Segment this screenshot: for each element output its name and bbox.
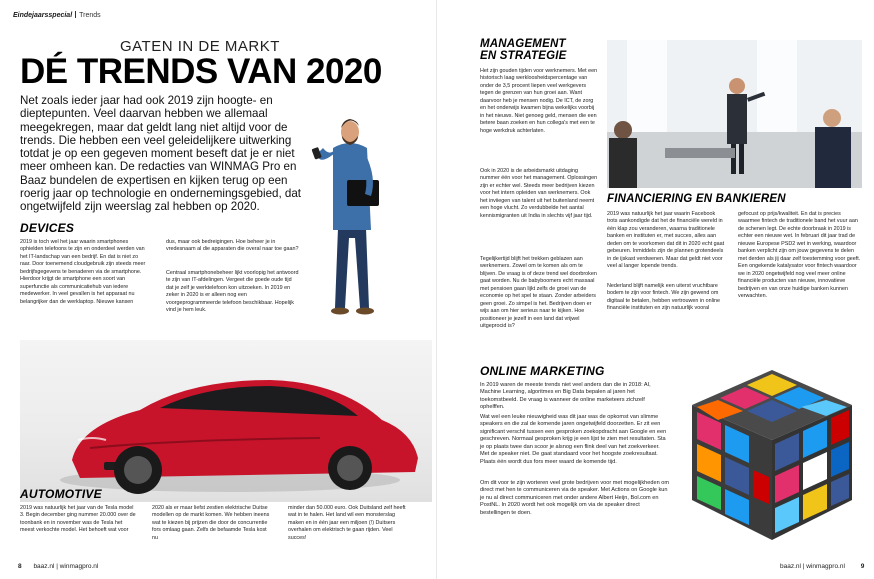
online-p2: Om dit voor te zijn worteren veel grote bedrijven voor met mogelijkheden om direct met hen te communiceren via de speaker. Met Actions on Google kun je nu al direct communiceren met onder andere Albert Heijn, Bol.com en PostNL. In 2020 wordt het ook mogelijk om via de speaker direct bestellingen te doen. xyxy=(480,480,670,516)
left-folio xyxy=(18,563,98,570)
left-footer-sites: baaz.nl | winmagpro.nl xyxy=(33,563,99,570)
tesla-car xyxy=(20,340,432,502)
financiering-col2: gefocust op prijs/kwaliteit. En dat is precies waarmee fintech de traditionele band het vuur aan de schenen legt. De echte doorbraak in 2019 is echter een nieuwe wet. In februari dit jaar trad de nieuwe Europese PSD2 wet in werking, waardoor banken verplicht zijn om jouw gegevens te delen met derden als jij daar zelf toestemming voor geeft. Een ongekende katalysator voor fintech waardoor we in 2020 ongetwijfeld nog veel meer online financiële producten van nieuwe, innovatieve bedrijven en van onze huidige banken kunnen verwachten. xyxy=(738,211,861,299)
meeting-scene xyxy=(607,40,862,188)
header-section: Trends xyxy=(79,12,101,19)
header-special: Eindejaarsspecial xyxy=(13,12,73,19)
automotive-col3: minder dan 50.000 euro. Ook Duitsland zelf heeft wat in te halen. Het land wil een monsterslag maken en in één jaar een miljoen (!) Duitsers overhalen om elektrisch te gaan rijden. Veel succes! xyxy=(288,505,406,541)
automotive-heading: AUTOMOTIVE xyxy=(20,487,102,501)
right-folio xyxy=(780,563,864,570)
online-p1: Wat wel een leuke nieuwigheid was dit jaar was de opkomst van slimme speakers en die zal de komende jaren ongetwijfeld doorzetten. Er zit een significant verschil tussen een gesproken zoekopdracht aan Google en een geschreven. Normaal gesproken krijg je een lijst te zien met resultaten. Sta je op plaats twee dan scoor je alsnog een flink deel van het zoekverkeer. Met de speaker niet. De gaat standaard voor het hoogste zoekresultaat. Plaats één wordt dus fors meer waard de komende tijd. xyxy=(480,414,667,465)
running-header xyxy=(13,11,101,19)
devices-col1: 2019 is toch wel het jaar waarin smartphones ophielden telefoons te zijn en onderdeel werden van het IT-landschap van een bedrijf. En dat is niet zo raar. Door toenemend cloudgebruik zijn steeds meer bedrijfsgegevens te benaderen via de smartphone. Hierdoor krijgt de smartphone een soort van superfunctie als communicatiehub van iedere medewerker. In veel gevallen is het apparaat nu belangrijker dan de werklaptop. Nieuwe kansen xyxy=(20,239,146,305)
devices-col2b: Centraal smartphonebeheer lijkt voorlopig het antwoord te zijn van IT-afdelingen. Vergeet die goede oude tijd dat je zelf je werktelefoon kon uitzoeken. In 2019 en zeker in 2020 is er alleen nog een voorgeprogrammeerde telefoon beschikbaar. Hopelijk vind je hem leuk. xyxy=(166,270,299,314)
right-page-number: 9 xyxy=(860,563,865,570)
meeting-photo xyxy=(607,40,862,188)
businessman-photo xyxy=(305,108,395,323)
tesla-photo xyxy=(20,340,432,502)
financiering-heading: FINANCIERING EN BANKIEREN xyxy=(607,193,786,205)
financiering-col1b: Nederland blijft namelijk een uiterst vruchtbare bodem te zijn voor fintech. We zijn gewend om digitaal te betalen, hebben vertrouwen in online financiële instituten en zijn natuurlijk vooral xyxy=(607,283,720,312)
management-p3: Tegelijkertijd blijft het trekken geblazen aan werknemers. Zowel om te komen als om te blijven. De vraag is of deze trend wel doorbroken gaat worden. Nu de babyboomers echt massaal met pensioen gaan lijkt zelfs de groei van de economie op het spel te staan. Zonder arbeiders geen groei. Zo simpel is het. Bedrijven doen er wijs aan om hier serieus naar te kijken. Hoe positioneer je jezelf in een land dat vrijwel uitgeprocid is? xyxy=(480,256,597,330)
article-kicker: GATEN IN DE MARKT xyxy=(120,38,280,55)
management-heading xyxy=(480,38,567,62)
right-footer-sites: baaz.nl | winmagpro.nl xyxy=(780,563,845,570)
social-media-cube xyxy=(677,360,867,550)
online-marketing-heading: ONLINE MARKETING xyxy=(480,364,605,378)
article-intro: Net zoals ieder jaar had ook 2019 zijn hoogte- en dieptepunten. Veel daarvan hebben we allemaal meegekregen, maar dat geldt lang niet altijd voor de trends. Die hebben een veel geleidelijkere uitwerking totdat je op een gegeven moment beseft dat je er niet meer omheen kan. De redacties van WINMAG Pro en Baaz bundelen de expertisen en kijken terug op een roerig jaar op technologie en ondernemingsgebied, dat ongetwijfeld zijn weerslag zal hebben op 2020. xyxy=(20,94,302,214)
financiering-col1a: 2019 was natuurlijk het jaar waarin Facebook trots aankondigde dat het de financiële wereld in één klap zou veranderen, waarna traditionele banken en instituten er, met succes, alles aan deden om te voorkomen dat dit in 2020 echt gaat gebeuren. Inmiddels zijn de plannen grotendeels in de ijskast verdwenen. Maar dat geldt niet voor veel al langer lopende trends. xyxy=(607,211,725,270)
header-divider xyxy=(75,11,76,18)
management-p1: Het zijn gouden tijden voor werknemers. Met een historisch laag werkloosheidspercentage van onder de 3,5 procent liepen veel werkgevers tegen de grenzen van hun groei aan. Want daarvoor heb je mensen nodig. De ICT, de zorg en het onderwijs kwamen bijna wekelijks voorbij in het nieuws. Niet genoeg geld, mensen die een betere baan zoeken en hun collega's met een te hoge werkdruk achterlaten. xyxy=(480,68,598,134)
automotive-col2: 2020 als er maar liefst zestien elektrische Duitse modellen op de markt komen. We hebben ineens wat te kiezen bij prijzen die door de concurrentie fors omlaag gaan. Zelfs de befaamde Tesla kost nu xyxy=(152,505,270,541)
management-p2: Ook in 2020 is de arbeidsmarkt uitdaging nummer één voor het management. Oplossingen zijn er echter wel. Steeds meer bedrijven kiezen voor het intern opleiden van werknemers. Ook het inviiegen van talent uit het buitenland neemt een hoge vlucht. Zo verdubbelde het aantal kennismigranten uit India in slechts vijf jaar tijd. xyxy=(480,168,598,219)
management-heading-line2: EN STRATEGIE xyxy=(480,50,567,62)
article-title: DÉ TRENDS VAN 2020 xyxy=(20,52,382,91)
devices-col2a: dus, maar ook bedreigingen. Hoe beheer je in vredesnaam al die apparaten die overal naar toe gaan? xyxy=(166,239,299,253)
management-heading-line1: MANAGEMENT xyxy=(480,38,566,50)
automotive-col1: 2019 was natuurlijk het jaar van de Tesla model 3. Begin december ging nummer 20.000 over de toonbank en in november was de Tesla het meest verkochte model. Het behoeft wat voor xyxy=(20,505,136,534)
left-page-number: 8 xyxy=(18,563,22,570)
online-lead: In 2019 waren de meeste trends niet veel anders dan die in 2018: AI, Machine Learning, algoritmes en Big Data bepalen al jaren het toekomstbeeld. De vraag is wanneer de online marketeers zichzelf ophelffen. xyxy=(480,382,651,411)
devices-heading: DEVICES xyxy=(20,221,75,235)
